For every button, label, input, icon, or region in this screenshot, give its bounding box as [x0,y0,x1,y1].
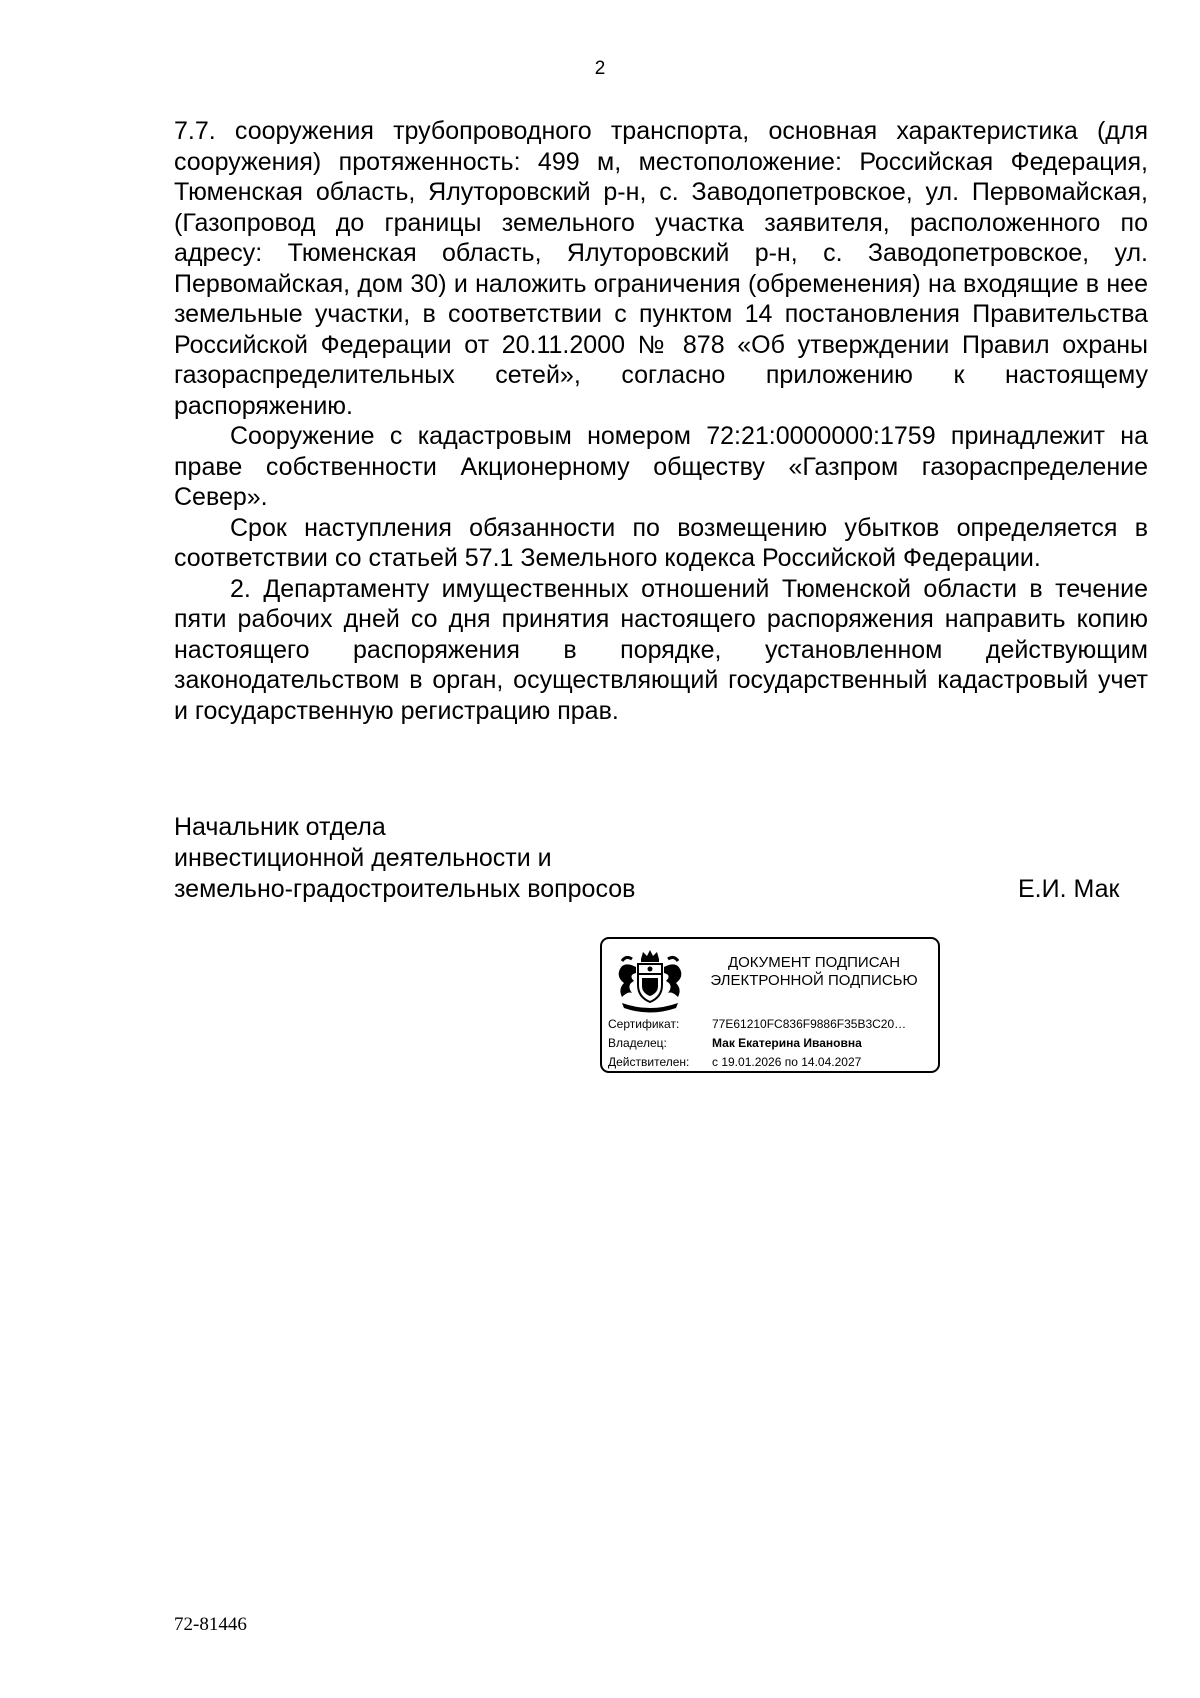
signatory-title-line: Начальник отдела [174,813,386,841]
stamp-heading [694,954,934,990]
stamp-row-validity [608,1053,934,1072]
signatory-name: Е.И. Мак [1018,875,1120,903]
stamp-details [608,1015,934,1072]
stamp-heading-line: ДОКУМЕНТ ПОДПИСАН [727,954,901,971]
validity-label: Действителен: [608,1055,690,1069]
paragraph-damages: Срок наступления обязанности по возмещению убытков определяется в соответствии со статьей 57.1 Земельного кодекса Российской Федерации. [174,513,1148,572]
stamp-row-certificate [608,1015,934,1034]
signatory-title-line: земельно-градостроительных вопросов [174,875,636,903]
paragraph-7-7: 7.7. сооружения трубопроводного транспорта, основная характеристика (для сооружения) протяженность: 499 м, местоположение: Российская Федерация, Тюменская область, Ялуторовский р-н, с. Заводопетровское, ул. Первомайская, (Газопровод до границы земельного участка заявителя, расположенного по адресу: Тюменская область, Ялуторовский р-н, с. Заводопетровское, ул. Первомайская, дом 30) и наложить ограничения (обременения) на входящие в нее земельные участки, в соответствии с пунктом 14 постановления Правительства Российской Федерации от 20.11.2000 № 878 «Об утверждении Правил охраны газораспределительных сетей», согласно приложению к настоящему распоряжению. [174,117,1148,420]
electronic-signature-stamp [600,937,940,1073]
document-body [174,116,1148,726]
certificate-label: Сертификат: [608,1017,680,1031]
coat-of-arms-icon [612,947,688,1013]
page-number: 2 [594,58,606,79]
signatory-title-line: инвестиционной деятельности и [174,844,552,872]
owner-label: Владелец: [608,1036,667,1050]
certificate-value: 77E61210FC836F9886F35B3C20… [712,1017,907,1031]
owner-value: Мак Екатерина Ивановна [712,1036,862,1050]
paragraph-item-2: 2. Департаменту имущественных отношений Тюменской области в течение пяти рабочих дней со дня принятия настоящего распоряжения направить копию настоящего распоряжения в порядке, установленном действующим законодательством в орган, осуществляющий государственный кадастровый учет и государственную регистрацию прав. [174,574,1148,725]
document-id: 72-81446 [174,1614,247,1635]
paragraph-ownership: Сооружение с кадастровым номером 72:21:0000000:1759 принадлежит на праве собственности Акционерному обществу «Газпром газораспределение Север». [174,422,1148,511]
signatory-title [174,812,635,905]
stamp-row-owner [608,1034,934,1053]
validity-value: с 19.01.2026 по 14.04.2027 [712,1055,862,1069]
stamp-heading-line: ЭЛЕКТРОННОЙ ПОДПИСЬЮ [710,972,918,989]
